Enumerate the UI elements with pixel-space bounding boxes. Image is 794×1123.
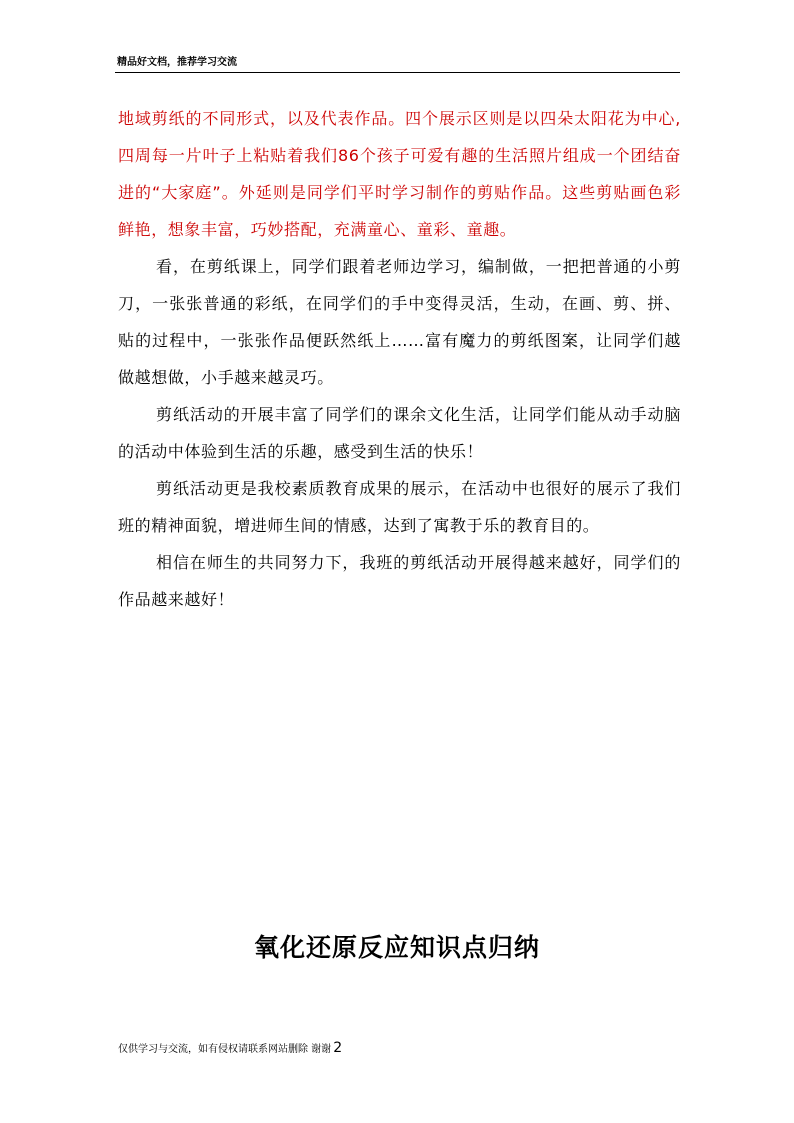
page-footer <box>118 1040 342 1058</box>
paragraph-paper-cutting-class: 看，在剪纸课上，同学们跟着老师边学习，编制做，一把把普通的小剪刀，一张张普通的彩纸，在同学们的手中变得灵活，生动，在画、剪、拼、贴的过程中，一张张作品便跃然纸上……富有魔力的剪纸图案，让同学们越做越想做，小手越来越灵巧。 <box>118 257 681 387</box>
document-title: 氧化还原反应知识点归纳 <box>253 933 540 962</box>
paragraph-enriched-life: 剪纸活动的开展丰富了同学们的课余文化生活，让同学们能从动手动脑的活动中体验到生活的乐趣，感受到生活的快乐！ <box>118 405 681 461</box>
document-body <box>118 100 681 618</box>
paragraph-exhibition-description: 地域剪纸的不同形式，以及代表作品。四个展示区则是以四朵太阳花为中心,四周每一片叶子上粘贴着我们86个孩子可爱有趣的生活照片组成一个团结奋进的“大家庭”。外延则是同学们平时学习制作的剪贴作品。这些剪贴画色彩鲜艳，想象丰富，巧妙搭配，充满童心、童彩、童趣。 <box>118 109 681 239</box>
header-divider <box>115 72 680 73</box>
header-text: 精品好文档，推荐学习交流 <box>117 57 237 68</box>
page-number: 2 <box>333 1040 343 1056</box>
paragraph-quality-education: 剪纸活动更是我校素质教育成果的展示，在活动中也很好的展示了我们班的精神面貌，增进师生间的情感，达到了寓教于乐的教育目的。 <box>118 479 681 535</box>
paragraph-joint-effort: 相信在师生的共同努力下，我班的剪纸活动开展得越来越好，同学们的作品越来越好！ <box>118 553 681 609</box>
footer-text: 仅供学习与交流，如有侵权请联系网站删除 谢谢 <box>118 1044 332 1055</box>
page-header <box>117 57 680 69</box>
